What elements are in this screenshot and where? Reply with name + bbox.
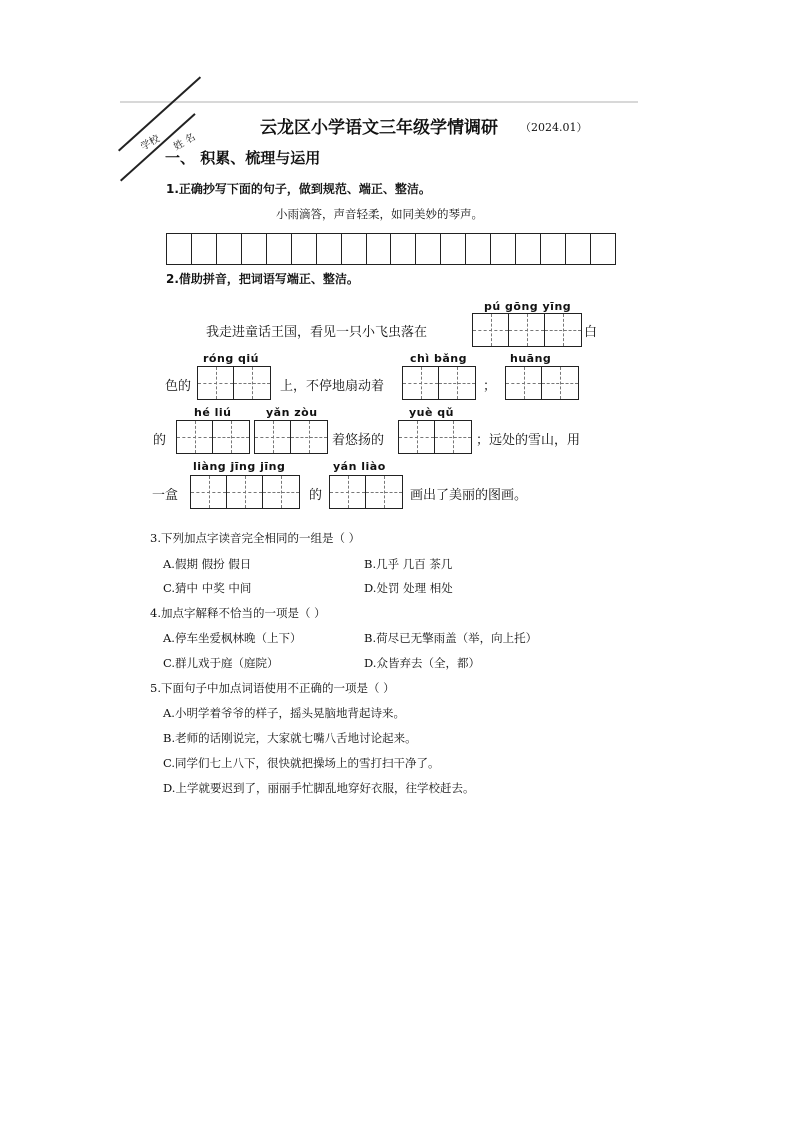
- top-border: [120, 101, 638, 103]
- pinyin-chibang: chì bǎng: [410, 352, 467, 365]
- q2-text-line4-end: 画出了美丽的图画。: [410, 488, 528, 503]
- page-title: 云龙区小学语文三年级学情调研: [260, 118, 498, 138]
- q4-option-a[interactable]: A.停车坐爱枫林晚（上下）: [163, 631, 302, 645]
- q2-text-line3-mid: 着悠扬的: [332, 433, 385, 448]
- pinyin-pugongying: pú gōng yīng: [484, 300, 572, 313]
- q3-option-c[interactable]: C.猜中 中奖 中间: [163, 581, 252, 595]
- tianzige-heliu[interactable]: [176, 420, 250, 454]
- q2-text-line3-start: 的: [153, 433, 167, 448]
- q2-text-line4-mid: 的: [309, 488, 323, 503]
- stamp-name: 姓 名: [172, 131, 198, 153]
- tianzige-huangyi[interactable]: [505, 366, 579, 400]
- q3-option-d[interactable]: D.处罚 处理 相处: [364, 581, 453, 595]
- pinyin-yanzou: yǎn zòu: [266, 406, 318, 419]
- tianzige-yanliao[interactable]: [329, 475, 403, 509]
- copy-writing-row[interactable]: [166, 233, 616, 265]
- stamp-school: 学校: [139, 133, 162, 153]
- pinyin-heliu: hé liú: [194, 406, 232, 419]
- tianzige-rongqiu[interactable]: [197, 366, 271, 400]
- q2-text-line2-sep: ；: [483, 379, 497, 394]
- q5-option-d[interactable]: D.上学就要迟到了，丽丽手忙脚乱地穿好衣服，往学校赶去。: [163, 781, 475, 795]
- q5-option-c[interactable]: C.同学们七上八下，很快就把操场上的雪打扫干净了。: [163, 756, 440, 770]
- q3-option-a[interactable]: A.假期 假扮 假日: [163, 557, 252, 571]
- q3-prompt: 3.下列加点字读音完全相同的一组是（ ）: [150, 531, 361, 545]
- pinyin-liangjingjing: liàng jīng jīng: [193, 460, 286, 473]
- q2-text-line1: 我走进童话王国，看见一只小飞虫落在: [206, 325, 428, 340]
- pinyin-rongqiu: róng qiú: [203, 352, 259, 365]
- pinyin-yanliao: yán liào: [333, 460, 386, 473]
- tianzige-liangjingjing[interactable]: [190, 475, 300, 509]
- q4-option-b[interactable]: B.荷尽已无擎雨盖（举，向上托）: [364, 631, 538, 645]
- q2-text-line4-start: 一盒: [152, 488, 179, 503]
- tianzige-yanzou[interactable]: [254, 420, 328, 454]
- q4-option-c[interactable]: C.群儿戏于庭（庭院）: [163, 656, 279, 670]
- q2-text-line2-start: 色的: [165, 379, 192, 394]
- q2-text-line1-end: 白: [584, 325, 598, 340]
- pinyin-huangyi: huāng: [510, 352, 552, 365]
- pinyin-yuequ: yuè qǔ: [409, 406, 454, 419]
- q1-prompt: 1.正确抄写下面的句子，做到规范、端正、整洁。: [166, 182, 431, 196]
- q5-option-a[interactable]: A.小明学着爷爷的样子，摇头晃脑地背起诗来。: [163, 706, 405, 720]
- q2-prompt: 2.借助拼音，把词语写端正、整洁。: [166, 272, 359, 286]
- q5-option-b[interactable]: B.老师的话刚说完，大家就七嘴八舌地讨论起来。: [163, 731, 417, 745]
- section-title: 一、 积累、梳理与运用: [165, 149, 321, 167]
- q3-option-b[interactable]: B.几乎 几百 茶几: [364, 557, 453, 571]
- q2-text-line2-mid: 上，不停地扇动着: [280, 379, 385, 394]
- exam-date: （2024.01）: [520, 121, 588, 134]
- q1-sentence: 小雨滴答，声音轻柔，如同美妙的琴声。: [276, 207, 483, 221]
- tianzige-pugongying[interactable]: [472, 313, 582, 347]
- q2-text-line3-end: ；远处的雪山，用: [476, 433, 581, 448]
- tianzige-yuequ[interactable]: [398, 420, 472, 454]
- q4-prompt: 4.加点字解释不恰当的一项是（ ）: [150, 606, 326, 620]
- q4-option-d[interactable]: D.众皆弃去（全，都）: [364, 656, 480, 670]
- tianzige-chibang[interactable]: [402, 366, 476, 400]
- q5-prompt: 5.下面句子中加点词语使用不正确的一项是（ ）: [150, 681, 395, 695]
